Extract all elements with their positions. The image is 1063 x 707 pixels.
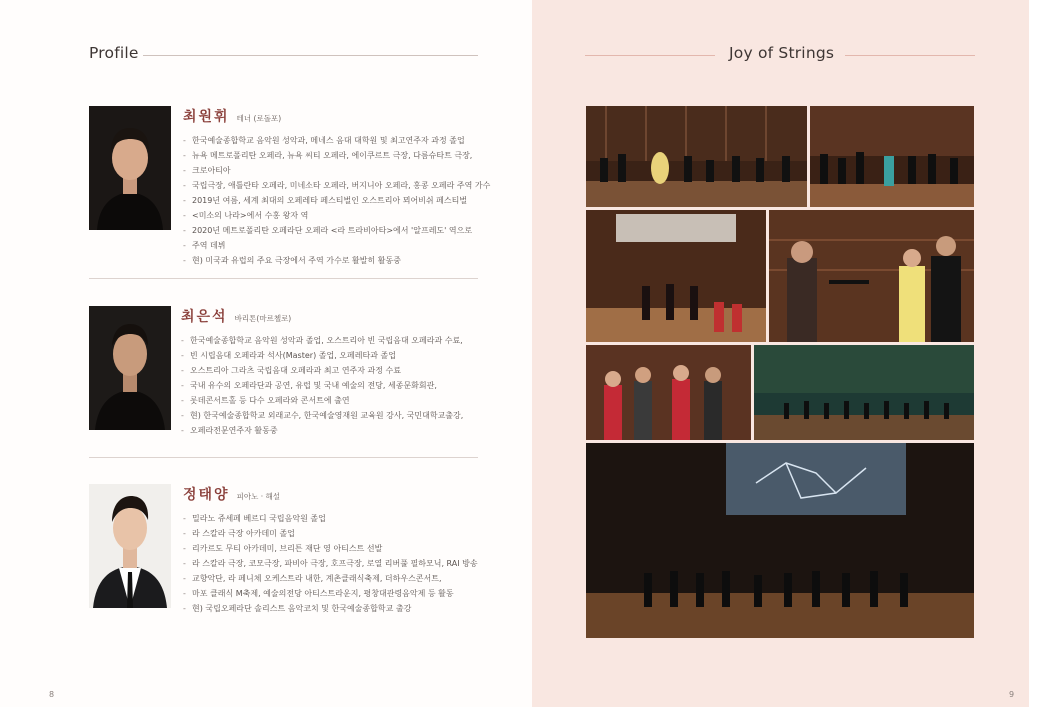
concert-photo-4 (769, 210, 974, 342)
bio-line: - 현) 국립오페라단 솔리스트 음악코치 및 한국예술종합학교 출강 (183, 601, 483, 616)
bio-line: - 라 스칼라 극장 아카데미 졸업 (183, 526, 483, 541)
bio-line: - 밀라노 쥬세페 베르디 국립음악원 졸업 (183, 511, 483, 526)
portrait-choi-eunseok (89, 306, 171, 430)
profile-2 (181, 306, 481, 438)
profile-title-rule (143, 55, 478, 56)
bio-line: - 빈 시립음대 오페라과 석사(Master) 졸업, 오페레타과 졸업 (181, 348, 481, 363)
profile-3-name: 정태양 (183, 487, 230, 503)
bio-line: - 국립극장, 애틀란타 오페라, 미네소타 오페라, 버지니아 오페라, 홍콩 오페라 주역 가수 (183, 178, 483, 193)
profile-divider (89, 457, 478, 458)
concert-photo-3 (586, 210, 766, 342)
bio-line: - 크로아티아 (183, 163, 483, 178)
joy-title-rule-left (585, 55, 715, 56)
bio-line: - 롯데콘서트홀 등 다수 오페라와 콘서트에 출연 (181, 393, 481, 408)
bio-line: - 한국예술종합학교 음악원 성악과 졸업, 오스트리아 빈 국립음대 오페라과 수료, (181, 333, 481, 348)
concert-photo-1 (586, 106, 807, 207)
bio-line: - 라 스칼라 극장, 코모극장, 파비아 극장, 호프극장, 로열 리버풀 필하모닉, RAI 방송 (183, 556, 483, 571)
profile-3-role: 피아노 · 해설 (236, 492, 281, 501)
page-edge (1029, 0, 1063, 707)
bio-line: - 주역 데뷔 (183, 238, 483, 253)
profile-1-bio (183, 133, 491, 268)
concert-photo-5 (586, 345, 751, 440)
page-number-left: 8 (49, 690, 55, 699)
profile-2-name: 최은석 (181, 309, 228, 325)
bio-line: - 현) 미국과 유럽의 주요 극장에서 주역 가수로 활발히 활동중 (183, 253, 483, 268)
bio-line: - 한국예술종합학교 음악원 성악과, 메네스 음대 대학원 및 최고연주자 과정 졸업 (183, 133, 483, 148)
profile-2-role: 바리톤(마르첼로) (234, 314, 292, 323)
profile-3 (183, 484, 483, 616)
concert-photo-2 (810, 106, 974, 207)
bio-line: - 리카르도 무티 아카데미, 브리튼 재단 영 아티스트 선발 (183, 541, 483, 556)
profile-divider (89, 278, 478, 279)
profile-3-bio (183, 511, 483, 616)
joy-title-rule-right (845, 55, 975, 56)
page-number-right: 9 (1009, 690, 1015, 699)
profile-section-title: Profile (89, 44, 139, 62)
joy-section-title: Joy of Strings (729, 44, 835, 62)
profile-1-role: 테너 (로돌포) (236, 114, 282, 123)
bio-line: - 오스트리아 그라츠 국립음대 오페라과 최고 연주자 과정 수료 (181, 363, 481, 378)
portrait-jeong-taeyang (89, 484, 171, 608)
profile-1 (183, 106, 491, 268)
bio-line: - 오페라전문연주자 활동중 (181, 423, 481, 438)
portrait-choi-wonhwi (89, 106, 171, 230)
bio-line: - 마포 클래식 M축제, 예술의전당 아티스트라운지, 평창대관령음악제 등 활동 (183, 586, 483, 601)
bio-line: - 현) 한국예술종합학교 외래교수, 한국예술영재원 교육원 강사, 국민대학교출강, (181, 408, 481, 423)
bio-line: - 국내 유수의 오페라단과 공연, 유럽 및 국내 예술의 전당, 세종문화회관, (181, 378, 481, 393)
profile-2-bio (181, 333, 481, 438)
bio-line: - 교향악단, 라 페니체 오케스트라 내한, 계촌클래식축제, 더하우스콘서트, (183, 571, 483, 586)
bio-line: - 뉴욕 메트로폴리탄 오페라, 뉴욕 씨티 오페라, 에이쿠르트 극장, 다름슈타트 극장, (183, 148, 483, 163)
concert-photo-7 (586, 443, 974, 638)
bio-line: - <미소의 나라>에서 수홍 왕자 역 (183, 208, 483, 223)
bio-line: - 2020년 메트로폴리탄 오페라단 오페라 <라 트라비아타>에서 '알프레도' 역으로 (183, 223, 483, 238)
concert-photo-6 (754, 345, 974, 440)
profile-1-name: 최원휘 (183, 109, 230, 125)
bio-line: - 2019년 여름, 세계 최대의 오페레타 페스티벌인 오스트리아 뫼어비쉬 페스티벌 (183, 193, 483, 208)
